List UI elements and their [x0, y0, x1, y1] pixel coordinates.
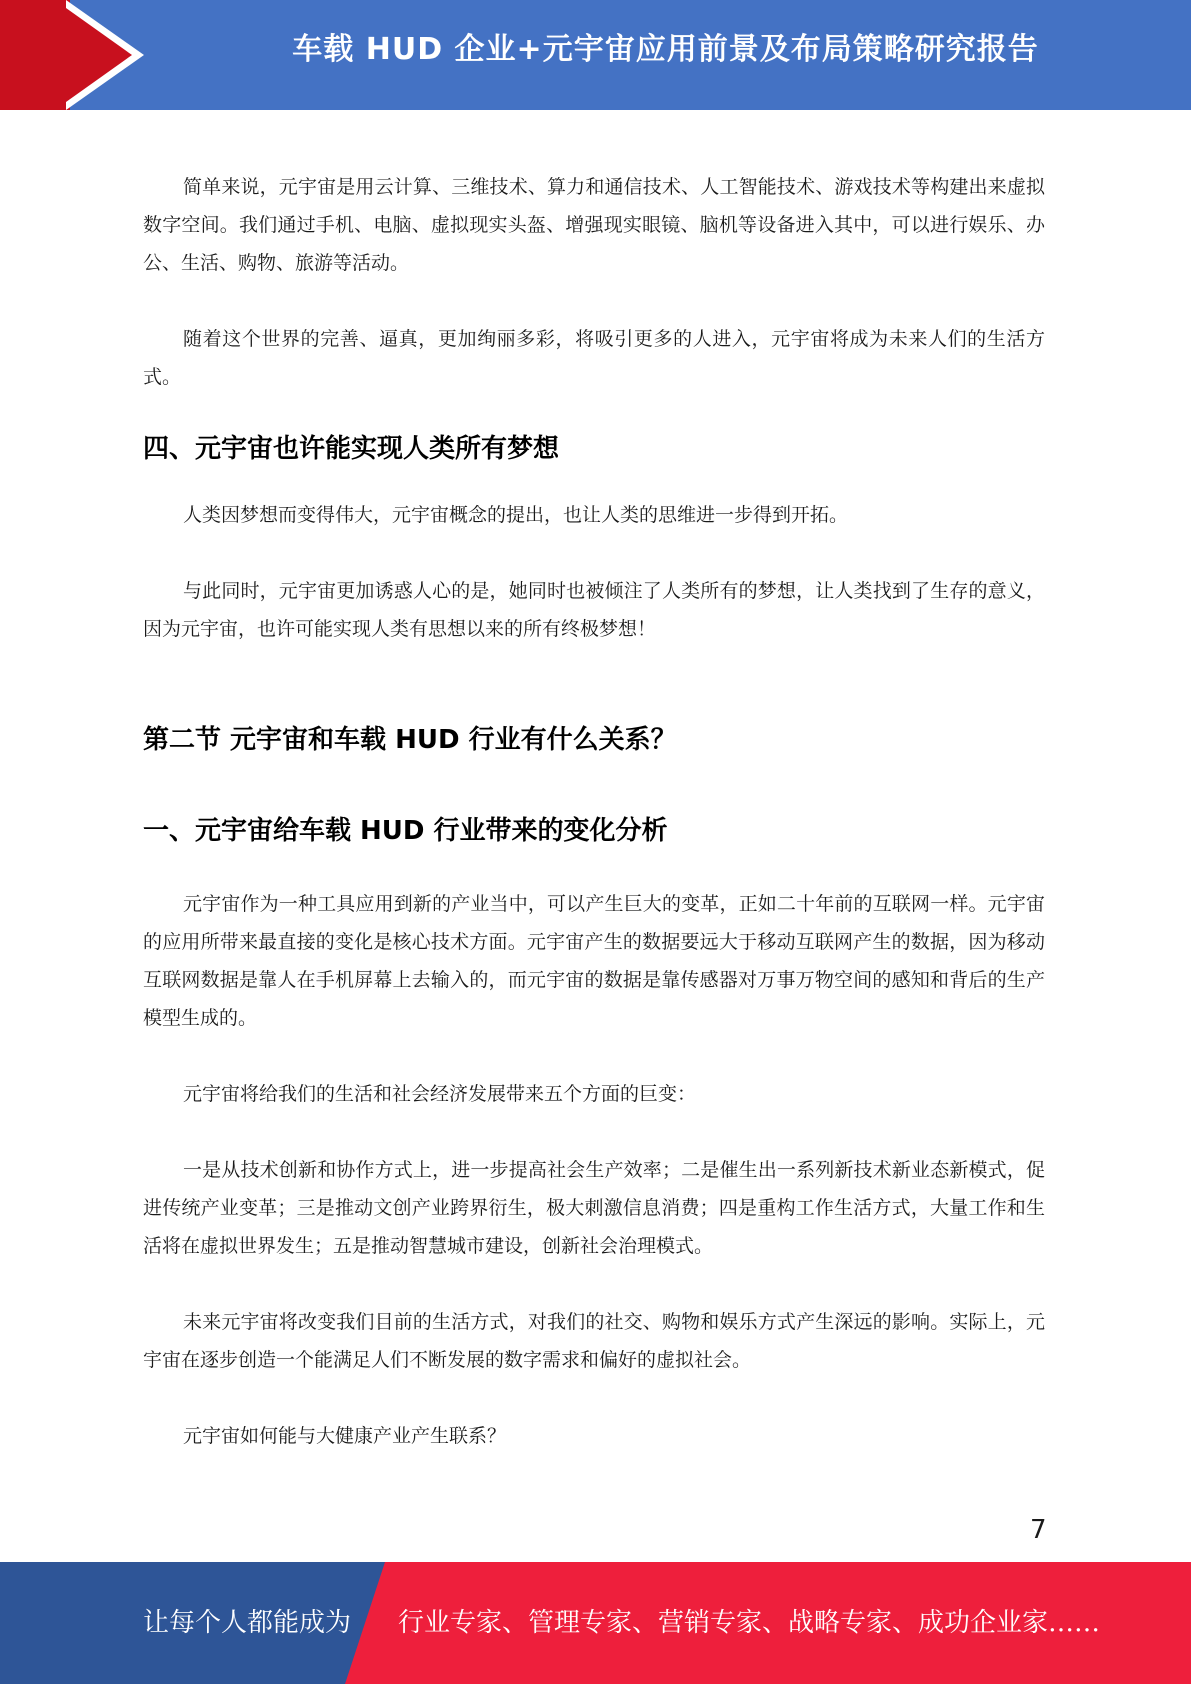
paragraph: 一是从技术创新和协作方式上，进一步提高社会生产效率；二是催生出一系列新技术新业态新模式，促进传统产业变革；三是推动文创产业跨界衍生，极大刺激信息消费；四是重构工作生活方式，大量工作和生活将在虚拟世界发生；五是推动智慧城市建设，创新社会治理模式。 — [143, 1159, 1045, 1257]
paragraph: 与此同时，元宇宙更加诱惑人心的是，她同时也被倾注了人类所有的梦想，让人类找到了生存的意义，因为元宇宙，也许可能实现人类有思想以来的所有终极梦想！ — [143, 580, 1045, 640]
paragraph: 元宇宙如何能与大健康产业产生联系？ — [183, 1425, 507, 1447]
report-title: 车载 HUD 企业+元宇宙应用前景及布局策略研究报告 — [292, 32, 1039, 67]
paragraph: 元宇宙作为一种工具应用到新的产业当中，可以产生巨大的变革，正如二十年前的互联网一样。元宇宙的应用所带来最直接的变化是核心技术方面。元宇宙产生的数据要远大于移动互联网产生的数据，因为移动互联网数据是靠人在手机屏幕上去输入的，而元宇宙的数据是靠传感器对万事万物空间的感知和背后的生产模型生成的。 — [143, 893, 1045, 1029]
paragraph: 随着这个世界的完善、逼真，更加绚丽多彩，将吸引更多的人进入，元宇宙将成为未来人们的生活方式。 — [143, 328, 1045, 388]
paragraph: 简单来说，元宇宙是用云计算、三维技术、算力和通信技术、人工智能技术、游戏技术等构建出来虚拟数字空间。我们通过手机、电脑、虚拟现实头盔、增强现实眼镜、脑机等设备进入其中，可以进行娱乐、办公、生活、购物、旅游等活动。 — [143, 176, 1045, 274]
paragraph: 人类因梦想而变得伟大，元宇宙概念的提出，也让人类的思维进一步得到开拓。 — [183, 504, 849, 526]
footer-slogan-right: 行业专家、管理专家、营销专家、战略专家、成功企业家…… — [398, 1608, 1101, 1638]
paragraph: 未来元宇宙将改变我们目前的生活方式，对我们的社交、购物和娱乐方式产生深远的影响。实际上，元宇宙在逐步创造一个能满足人们不断发展的数字需求和偏好的虚拟社会。 — [143, 1311, 1045, 1371]
page-footer — [0, 1562, 1191, 1684]
footer-slogan-left: 让每个人都能成为 — [143, 1608, 352, 1638]
section-heading: 一、元宇宙给车载 HUD 行业带来的变化分析 — [143, 816, 668, 846]
paragraph: 元宇宙将给我们的生活和社会经济发展带来五个方面的巨变： — [183, 1083, 697, 1105]
header-red-block — [0, 0, 70, 110]
document-body — [143, 168, 1045, 1455]
chapter-heading: 第二节 元宇宙和车载 HUD 行业有什么关系？ — [143, 725, 677, 755]
page-number: 7 — [1030, 1515, 1047, 1545]
section-heading: 四、元宇宙也许能实现人类所有梦想 — [143, 434, 560, 464]
page-header — [0, 0, 1191, 110]
header-red-arrow — [66, 8, 132, 102]
